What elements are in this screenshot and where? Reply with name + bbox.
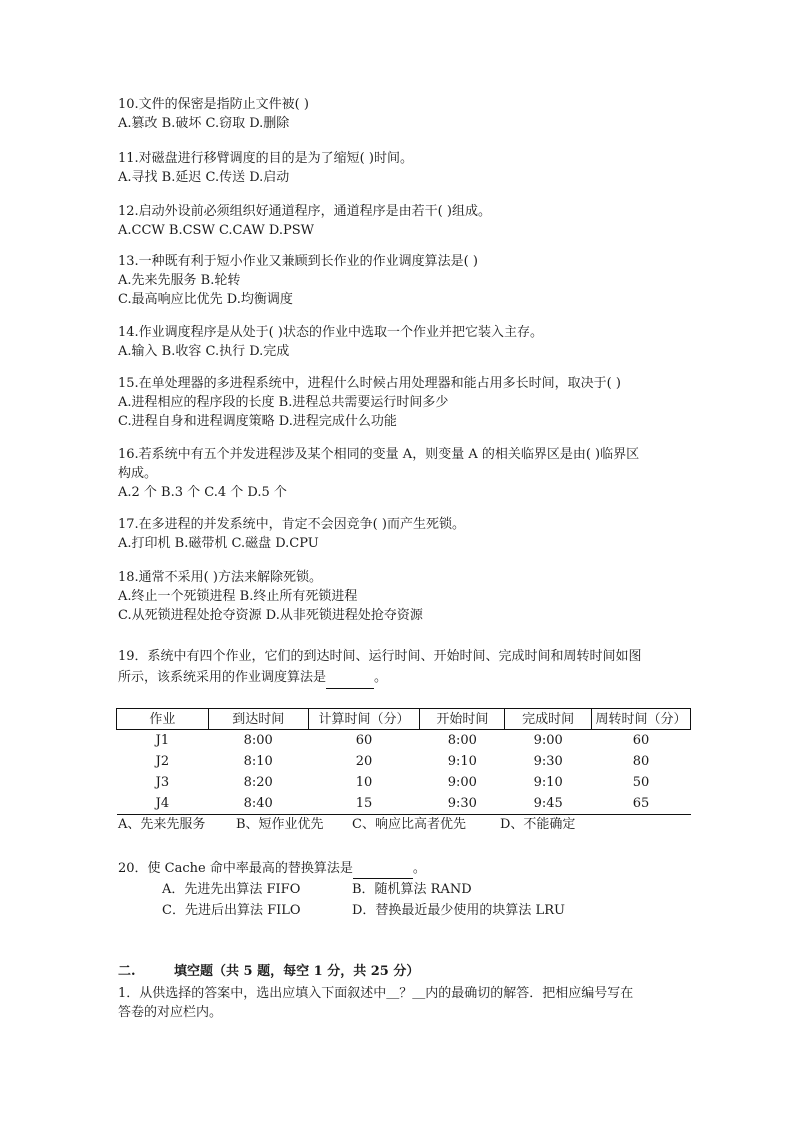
- table-header-row: [117, 709, 691, 730]
- question-stem-continued: [118, 667, 698, 689]
- option-d: D、不能确定: [500, 817, 576, 832]
- question-options: A.打印机 B.磁带机 C.磁盘 D.CPU: [118, 536, 319, 551]
- stem-text: 。: [412, 861, 426, 876]
- question-options: A.终止一个死锁进程 B.终止所有死锁进程: [118, 589, 358, 604]
- table-row: [117, 730, 691, 752]
- table-cell: 60: [355, 733, 373, 748]
- table-cell: 9:45: [505, 793, 592, 815]
- answer-blank: [353, 859, 413, 879]
- question-13: [118, 252, 698, 309]
- question-stem: 12.启动外设前必须组织好通道程序，通道程序是由若干( )组成。: [118, 204, 491, 219]
- question-stem-continued: 答卷的对应栏内。: [118, 1005, 223, 1020]
- table-cell: J3: [155, 775, 170, 790]
- question-stem: 17.在多进程的并发系统中，肯定不会因竞争( )而产生死锁。: [118, 517, 465, 532]
- column-header: 周转时间（分）: [592, 709, 691, 730]
- question-14: [118, 323, 698, 361]
- option-a: A．先进先出算法 FIFO: [162, 882, 301, 897]
- question-options: A.输入 B.收容 C.执行 D.完成: [118, 344, 290, 359]
- question-stem: 1．从供选择的答案中，选出应填入下面叙述中＿？＿内的最确切的解答．把相应编号写在: [118, 986, 634, 1001]
- option-a: A、先来先服务: [118, 817, 206, 832]
- question-stem-continued: 构成。: [118, 466, 158, 481]
- question-stem: [118, 859, 698, 879]
- question-20-options-row2: [162, 901, 565, 920]
- question-20-options-row1: [162, 880, 472, 899]
- table-cell: J4: [117, 793, 209, 815]
- table-row: [117, 793, 691, 815]
- question-12: [118, 202, 698, 240]
- table-cell: 20: [355, 754, 373, 769]
- question-18: [118, 568, 698, 625]
- table-cell: 9:10: [447, 754, 477, 769]
- question-options: A.CCW B.CSW C.CAW D.PSW: [118, 223, 314, 238]
- option-d: D．替换最近最少使用的块算法 LRU: [352, 903, 565, 918]
- column-header: 完成时间: [505, 709, 592, 730]
- question-stem: 19．系统中有四个作业，它们的到达时间、运行时间、开始时间、完成时间和周转时间如图: [118, 649, 642, 664]
- table-cell: 9:00: [533, 733, 563, 748]
- question-options: A.寻找 B.延迟 C.传送 D.启动: [118, 170, 290, 185]
- question-17: [118, 515, 698, 553]
- table-cell: J1: [155, 733, 170, 748]
- question-stem: 14.作业调度程序是从处于( )状态的作业中选取一个作业并把它装入主存。: [118, 325, 543, 340]
- section-number: 二.: [118, 964, 136, 979]
- table-cell: 60: [632, 733, 650, 748]
- table-cell: 80: [632, 754, 650, 769]
- answer-blank: [326, 667, 374, 689]
- fill-question-1: [118, 984, 698, 1022]
- section-title: 填空题（共 5 题，每空 1 分，共 25 分）: [174, 964, 420, 979]
- stem-text: 20．使 Cache 命中率最高的替换算法是: [118, 861, 353, 876]
- question-stem: 11.对磁盘进行移臂调度的目的是为了缩短( )时间。: [118, 151, 413, 166]
- table-cell: 8:00: [447, 733, 477, 748]
- stem-text: 所示，该系统采用的作业调度算法是: [118, 670, 327, 685]
- question-options: A.篡改 B.破坏 C.窃取 D.删除: [118, 116, 290, 131]
- table-cell: 10: [355, 775, 373, 790]
- question-10: [118, 95, 698, 133]
- option-c: C、响应比高者优先: [352, 817, 466, 832]
- table-cell: 9:30: [420, 793, 505, 815]
- question-options: C.进程自身和进程调度策略 D.进程完成什么功能: [118, 414, 397, 429]
- question-19: [118, 646, 698, 689]
- table-cell: J2: [155, 754, 170, 769]
- table-cell: 9:10: [533, 775, 563, 790]
- question-stem: 18.通常不采用( )方法来解除死锁。: [118, 570, 322, 585]
- option-b: B．随机算法 RAND: [352, 882, 472, 897]
- table-cell: 8:20: [243, 775, 273, 790]
- question-options: A.进程相应的程序段的长度 B.进程总共需要运行时间多少: [118, 395, 449, 410]
- table-row: [117, 772, 691, 793]
- job-schedule-table: [116, 708, 691, 815]
- question-options: A.2 个 B.3 个 C.4 个 D.5 个: [118, 485, 287, 500]
- option-c: C．先进后出算法 FILO: [162, 903, 301, 918]
- question-options: C.从死锁进程处抢夺资源 D.从非死锁进程处抢夺资源: [118, 608, 423, 623]
- column-header: 到达时间: [208, 709, 308, 730]
- table-row: [117, 751, 691, 772]
- question-stem: 13.一种既有利于短小作业又兼顾到长作业的作业调度算法是( ): [118, 254, 478, 269]
- question-stem: 10.文件的保密是指防止文件被( ): [118, 97, 309, 112]
- question-stem: 15.在单处理器的多进程系统中，进程什么时候占用处理器和能占用多长时间，取决于( ): [118, 376, 621, 391]
- question-20: [118, 859, 698, 879]
- column-header: 计算时间（分）: [308, 709, 420, 730]
- column-header: 作业: [117, 709, 209, 730]
- table-cell: 50: [632, 775, 650, 790]
- question-stem: 16.若系统中有五个并发进程涉及某个相同的变量 A，则变量 A 的相关临界区是由( )临界区: [118, 447, 640, 462]
- table-cell: 9:00: [447, 775, 477, 790]
- table-cell: 9:30: [533, 754, 563, 769]
- stem-text: 。: [374, 670, 388, 685]
- table-cell: 8:00: [243, 733, 273, 748]
- table-cell: 65: [592, 793, 691, 815]
- question-options: A.先来先服务 B.轮转: [118, 273, 241, 288]
- option-b: B、短作业优先: [236, 817, 324, 832]
- table-cell: 15: [308, 793, 420, 815]
- question-19-options: [118, 815, 575, 834]
- table-cell: 8:40: [208, 793, 308, 815]
- question-options: C.最高响应比优先 D.均衡调度: [118, 292, 293, 307]
- question-15: [118, 374, 698, 431]
- column-header: 开始时间: [420, 709, 505, 730]
- table-cell: 8:10: [243, 754, 273, 769]
- question-11: [118, 149, 698, 187]
- question-16: [118, 445, 698, 502]
- section-heading: [118, 962, 419, 981]
